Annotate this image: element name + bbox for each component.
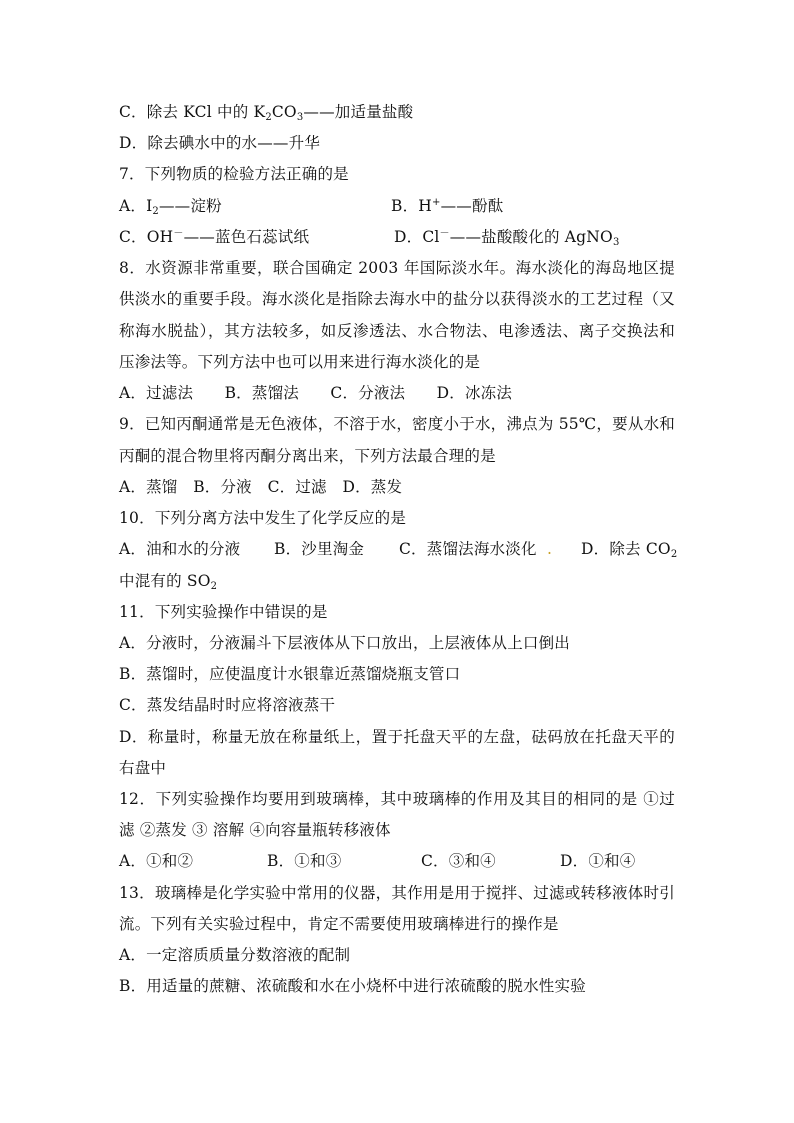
q7-option-c: C．OH－——蓝色石蕊试纸 xyxy=(119,228,310,246)
q11-option-b: B．蒸馏时，应使温度计水银靠近蒸馏烧瓶支管口 xyxy=(119,665,461,683)
q7-option-b: B．H+——酚酞 xyxy=(391,197,504,215)
q6-option-d: D．除去碘水中的水——升华 xyxy=(119,134,321,152)
question-9-line-1: 9．已知丙酮通常是无色液体，不溶于水，密度小于水，沸点为 55℃，要从水和 xyxy=(119,415,675,433)
q11-option-a: A．分液时，分液漏斗下层液体从下口放出，上层液体从上口倒出 xyxy=(119,634,570,652)
q12-option-b: B．①和③ xyxy=(267,852,342,870)
q10-option-a: A．油和水的分液 xyxy=(119,540,241,558)
q7-option-a: A．$I_2——$淀粉 xyxy=(119,197,222,217)
q11-option-c: C．蒸发结晶时时应将溶液蒸干 xyxy=(119,696,336,714)
q10-option-d: D．除去 $CO_2$ xyxy=(581,540,678,560)
q12-option-a: A．①和② xyxy=(119,852,194,870)
q12-option-c: C．③和④ xyxy=(421,852,496,870)
q7-options-row-2 xyxy=(119,226,675,248)
q11-option-d-line-2: 右盘中 xyxy=(119,759,167,777)
stray-dot: . xyxy=(547,540,553,558)
question-12-line-2: 滤 ②蒸发 ③ 溶解 ④向容量瓶转移液体 xyxy=(119,821,391,839)
q10-option-d-cont: 中混有的 $SO_2$ xyxy=(119,572,218,592)
q11-option-d-line-1: D．称量时，称量无放在称量纸上，置于托盘天平的左盘，砝码放在托盘天平的 xyxy=(119,728,675,746)
question-12-line-1: 12．下列实验操作均要用到玻璃棒，其中玻璃棒的作用及其目的相同的是 ①过 xyxy=(119,790,675,808)
q12-option-d: D．①和④ xyxy=(560,852,636,870)
q13-option-a: A．一定溶质质量分数溶液的配制 xyxy=(119,946,351,964)
question-10-stem: 10．下列分离方法中发生了化学反应的是 xyxy=(119,509,407,527)
question-8-line-2: 供淡水的重要手段。海水淡化是指除去海水中的盐分以获得淡水的工艺过程（又 xyxy=(119,290,675,308)
q8-options: A．过滤法 B．蒸馏法 C．分液法 D．冰冻法 xyxy=(119,384,513,402)
q12-options xyxy=(119,850,675,872)
question-11-stem: 11．下列实验操作中错误的是 xyxy=(119,603,328,621)
question-13-line-1: 13．玻璃棒是化学实验中常用的仪器，其作用是用于搅拌、过滤或转移液体时引 xyxy=(119,884,675,902)
question-8-line-3: 称海水脱盐），其方法较多，如反渗透法、水合物法、电渗透法、离子交换法和 xyxy=(119,322,675,340)
question-8-line-4: 压渗法等。下列方法中也可以用来进行海水淡化的是 xyxy=(119,353,481,371)
q10-option-b: B．沙里淘金 xyxy=(274,540,365,558)
q9-options: A．蒸馏 B．分液 C．过滤 D．蒸发 xyxy=(119,478,403,496)
question-13-line-2: 流。下列有关实验过程中，肯定不需要使用玻璃棒进行的操作是 xyxy=(119,915,559,933)
q7-option-d: D．Cl－——盐酸酸化的 AgNO$_3$ xyxy=(394,228,620,248)
q6-option-c: C．除去 KCl 中的 $K_2CO_3——$加适量盐酸 xyxy=(119,103,414,123)
question-8-line-1: 8．水资源非常重要，联合国确定 2003 年国际淡水年。海水淡化的海岛地区提 xyxy=(119,259,675,277)
q10-option-c: C．蒸馏法海水淡化 xyxy=(399,540,537,558)
q13-option-b: B．用适量的蔗糖、浓硫酸和水在小烧杯中进行浓硫酸的脱水性实验 xyxy=(119,977,586,995)
q10-options xyxy=(119,538,678,560)
question-7-stem: 7．下列物质的检验方法正确的是 xyxy=(119,165,349,183)
q7-options-row-1 xyxy=(119,195,675,217)
question-9-line-2: 丙酮的混合物里将丙酮分离出来，下列方法最合理的是 xyxy=(119,447,496,465)
